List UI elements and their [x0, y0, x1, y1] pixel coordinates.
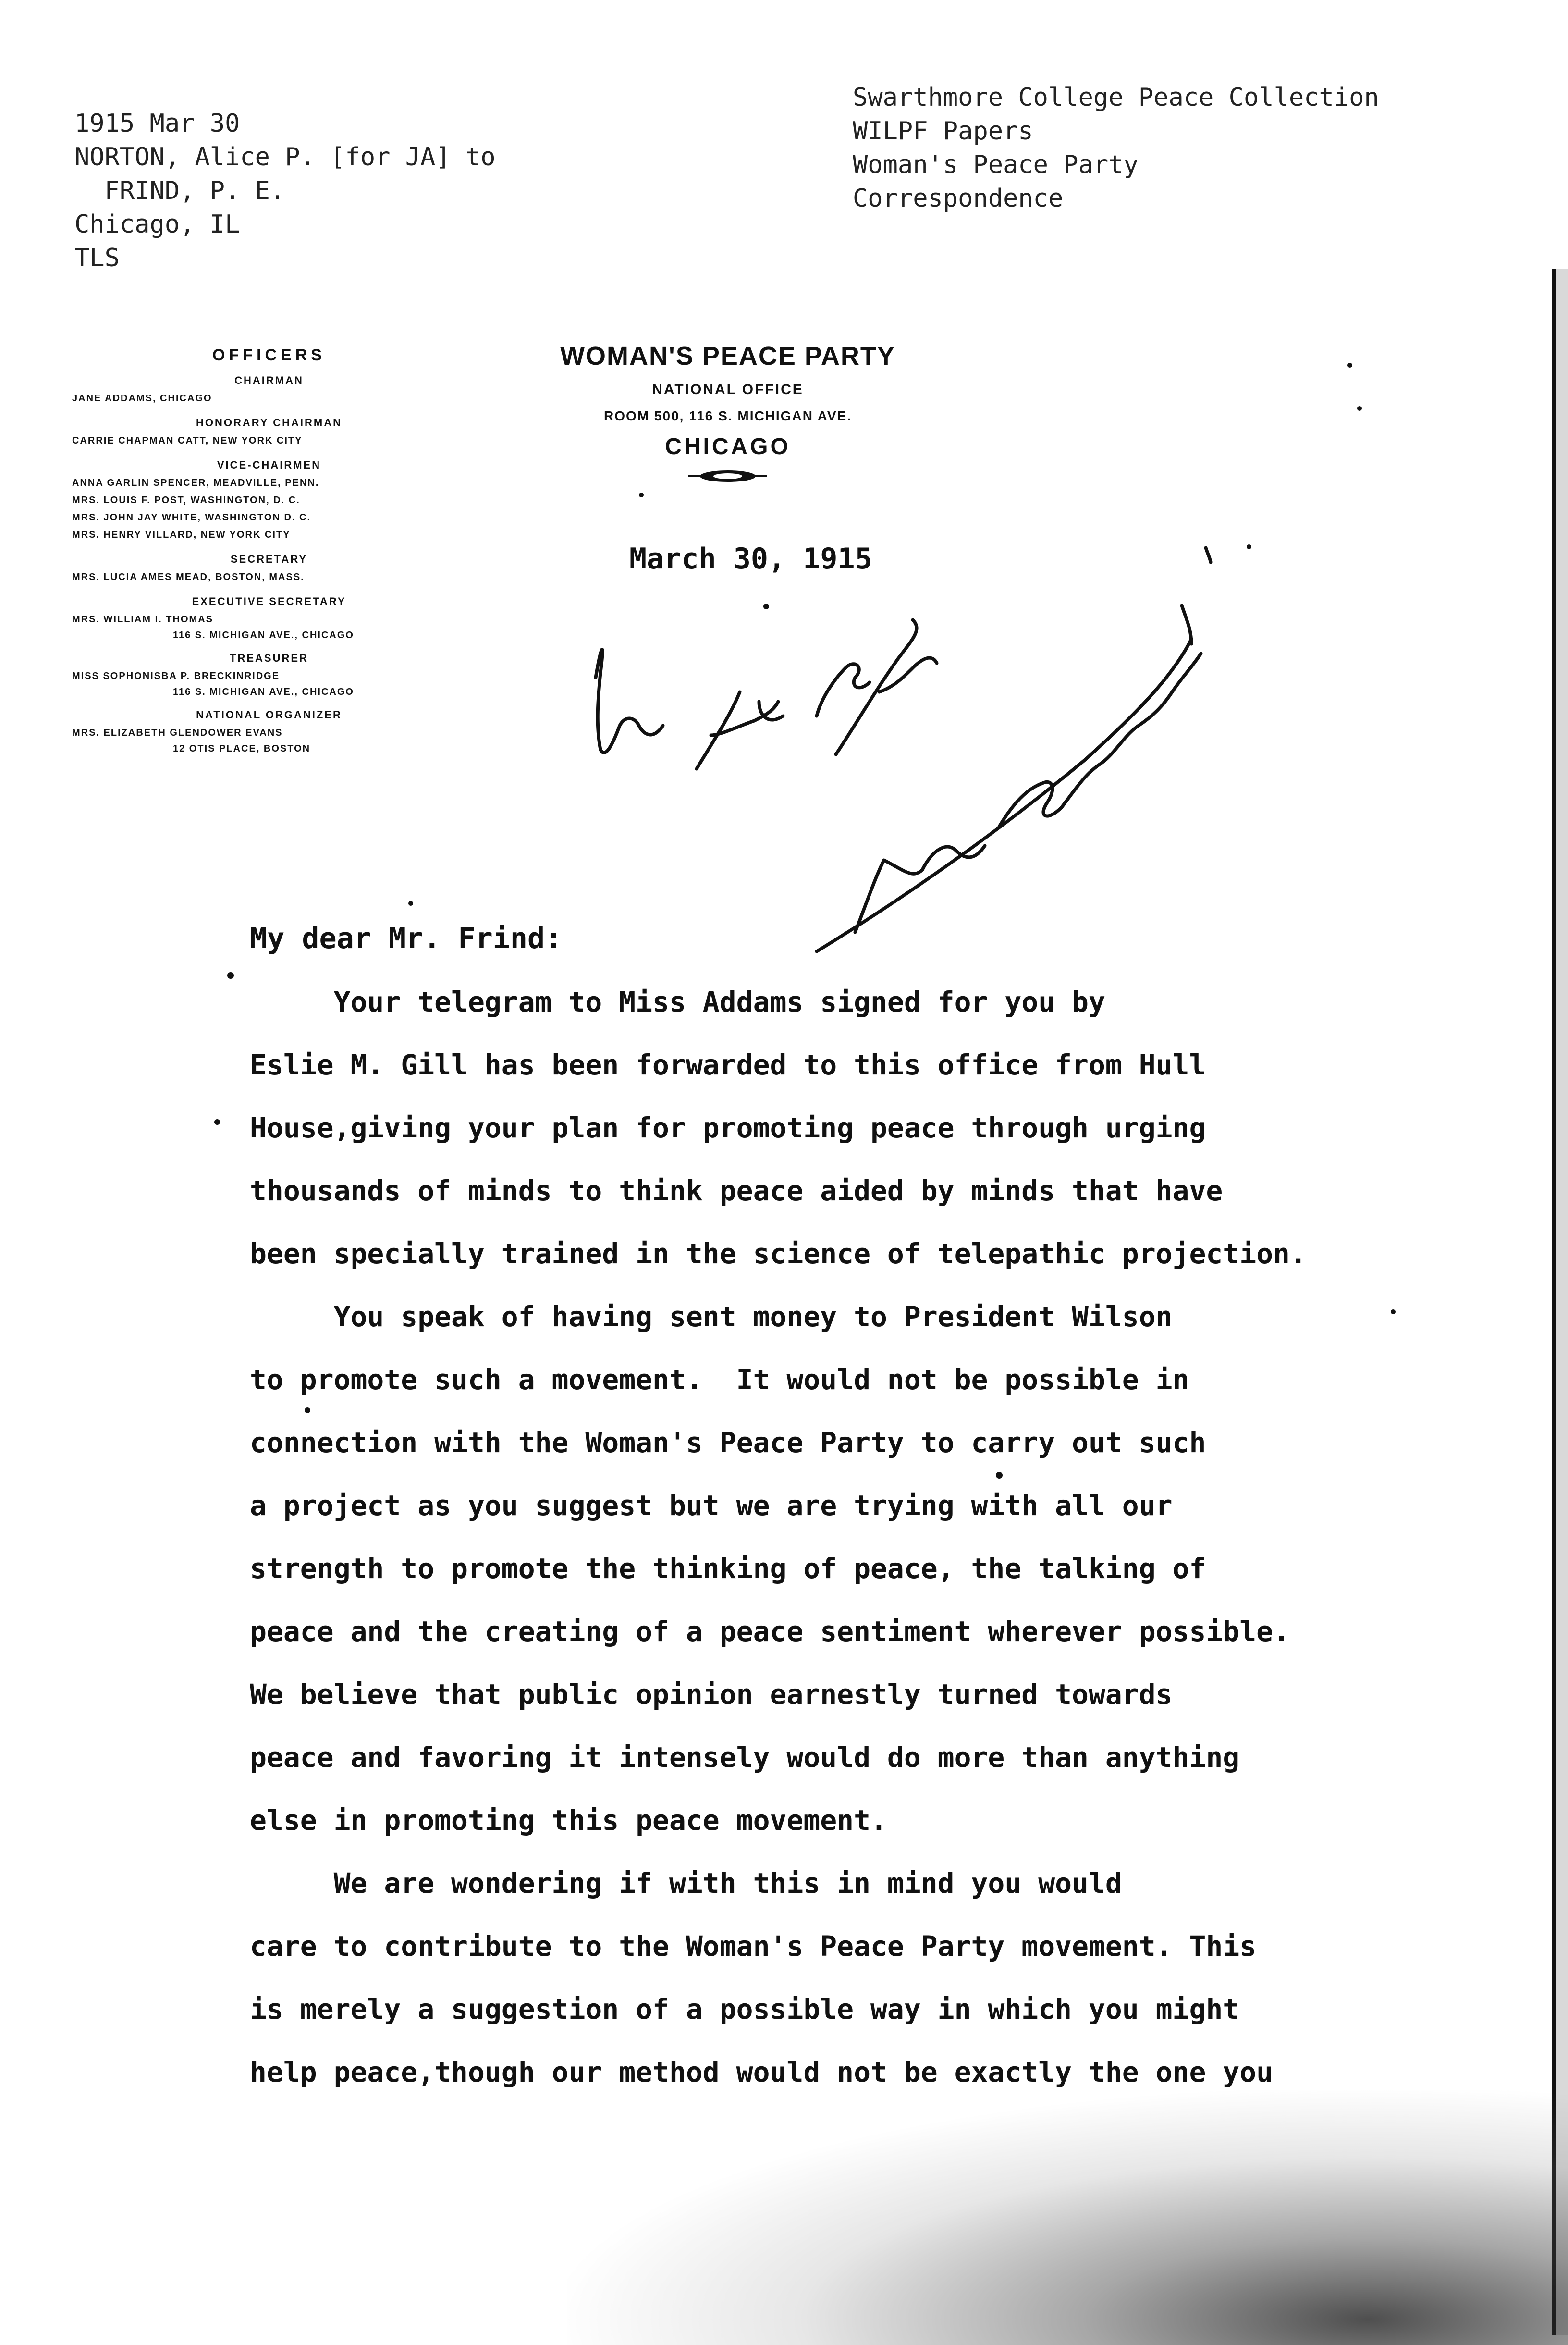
- officer-name: MRS. LUCIA AMES MEAD, BOSTON, MASS.: [72, 572, 305, 582]
- letter-date: March 30, 1915: [629, 542, 872, 576]
- body-line: else in promoting this peace movement.: [250, 1804, 887, 1837]
- catalog-date: 1915 Mar 30: [74, 109, 240, 138]
- catalog-recipient: FRIND, P. E.: [74, 176, 285, 205]
- office-city: CHICAGO: [665, 434, 791, 459]
- officer-title: TREASURER: [230, 652, 308, 664]
- salutation: My dear Mr. Frind:: [250, 922, 563, 955]
- officer-title: VICE-CHAIRMEN: [217, 459, 321, 471]
- catalog-place: Chicago, IL: [74, 210, 240, 239]
- body-line: We are wondering if with this in mind you would: [250, 1867, 1122, 1900]
- officer-title: HONORARY CHAIRMAN: [196, 417, 342, 429]
- body-line: You speak of having sent money to President Wilson: [250, 1300, 1173, 1333]
- officer-name: MRS. LOUIS F. POST, WASHINGTON, D. C.: [72, 495, 300, 506]
- officer-name: MRS. JOHN JAY WHITE, WASHINGTON D. C.: [72, 512, 311, 523]
- collection-name: Swarthmore College Peace Collection: [853, 83, 1379, 112]
- officer-name: JANE ADDAMS, CHICAGO: [72, 393, 212, 404]
- body-line: to promote such a movement. It would not be possible in: [250, 1363, 1189, 1396]
- officer-address: 116 S. MICHIGAN AVE., CHICAGO: [173, 630, 354, 641]
- catalog-correspondents: NORTON, Alice P. [for JA] to: [74, 143, 496, 172]
- body-line: been specially trained in the science of telepathic projection.: [250, 1237, 1307, 1270]
- office-address: ROOM 500, 116 S. MICHIGAN AVE.: [604, 408, 852, 423]
- collection-subseries: Woman's Peace Party: [853, 150, 1139, 179]
- scan-stain: [567, 2090, 1568, 2345]
- officer-address: 12 OTIS PLACE, BOSTON: [173, 743, 311, 754]
- catalog-type: TLS: [74, 244, 120, 272]
- body-line: peace and the creating of a peace sentiment wherever possible.: [250, 1615, 1290, 1648]
- officer-name: MISS SOPHONISBA P. BRECKINRIDGE: [72, 671, 280, 681]
- body-line: connection with the Woman's Peace Party to carry out such: [250, 1426, 1206, 1459]
- body-line: a project as you suggest but we are trying with all our: [250, 1489, 1173, 1522]
- body-line: is merely a suggestion of a possible way in which you might: [250, 1993, 1240, 2025]
- officers-heading: OFFICERS: [212, 346, 326, 364]
- body-line: House,giving your plan for promoting peace through urging: [250, 1111, 1206, 1144]
- officer-title: NATIONAL ORGANIZER: [196, 709, 342, 721]
- collection-folder: Correspondence: [853, 184, 1064, 213]
- body-line: Your telegram to Miss Addams signed for you by: [250, 986, 1105, 1018]
- officer-address: 116 S. MICHIGAN AVE., CHICAGO: [173, 687, 354, 697]
- officer-name: ANNA GARLIN SPENCER, MEADVILLE, PENN.: [72, 478, 319, 488]
- body-line: Eslie M. Gill has been forwarded to this office from Hull: [250, 1049, 1206, 1081]
- body-line: thousands of minds to think peace aided by minds that have: [250, 1174, 1223, 1207]
- officer-title: CHAIRMAN: [234, 374, 304, 386]
- body-line: care to contribute to the Woman's Peace Party movement. This: [250, 1930, 1257, 1962]
- national-office-label: NATIONAL OFFICE: [652, 382, 804, 397]
- officer-name: MRS. WILLIAM I. THOMAS: [72, 614, 213, 625]
- officer-name: MRS. ELIZABETH GLENDOWER EVANS: [72, 728, 283, 738]
- body-line: We believe that public opinion earnestly turned towards: [250, 1678, 1173, 1711]
- body-line: peace and favoring it intensely would do more than anything: [250, 1741, 1240, 1774]
- officer-name: MRS. HENRY VILLARD, NEW YORK CITY: [72, 530, 291, 540]
- officer-title: SECRETARY: [230, 553, 308, 565]
- officer-title: EXECUTIVE SECRETARY: [192, 595, 346, 607]
- body-line: help peace,though our method would not be exactly the one you: [250, 2056, 1274, 2088]
- officer-name: CARRIE CHAPMAN CATT, NEW YORK CITY: [72, 435, 303, 446]
- body-line: strength to promote the thinking of peace, the talking of: [250, 1552, 1206, 1585]
- organization-name: WOMAN'S PEACE PARTY: [560, 342, 895, 370]
- collection-series: WILPF Papers: [853, 117, 1033, 146]
